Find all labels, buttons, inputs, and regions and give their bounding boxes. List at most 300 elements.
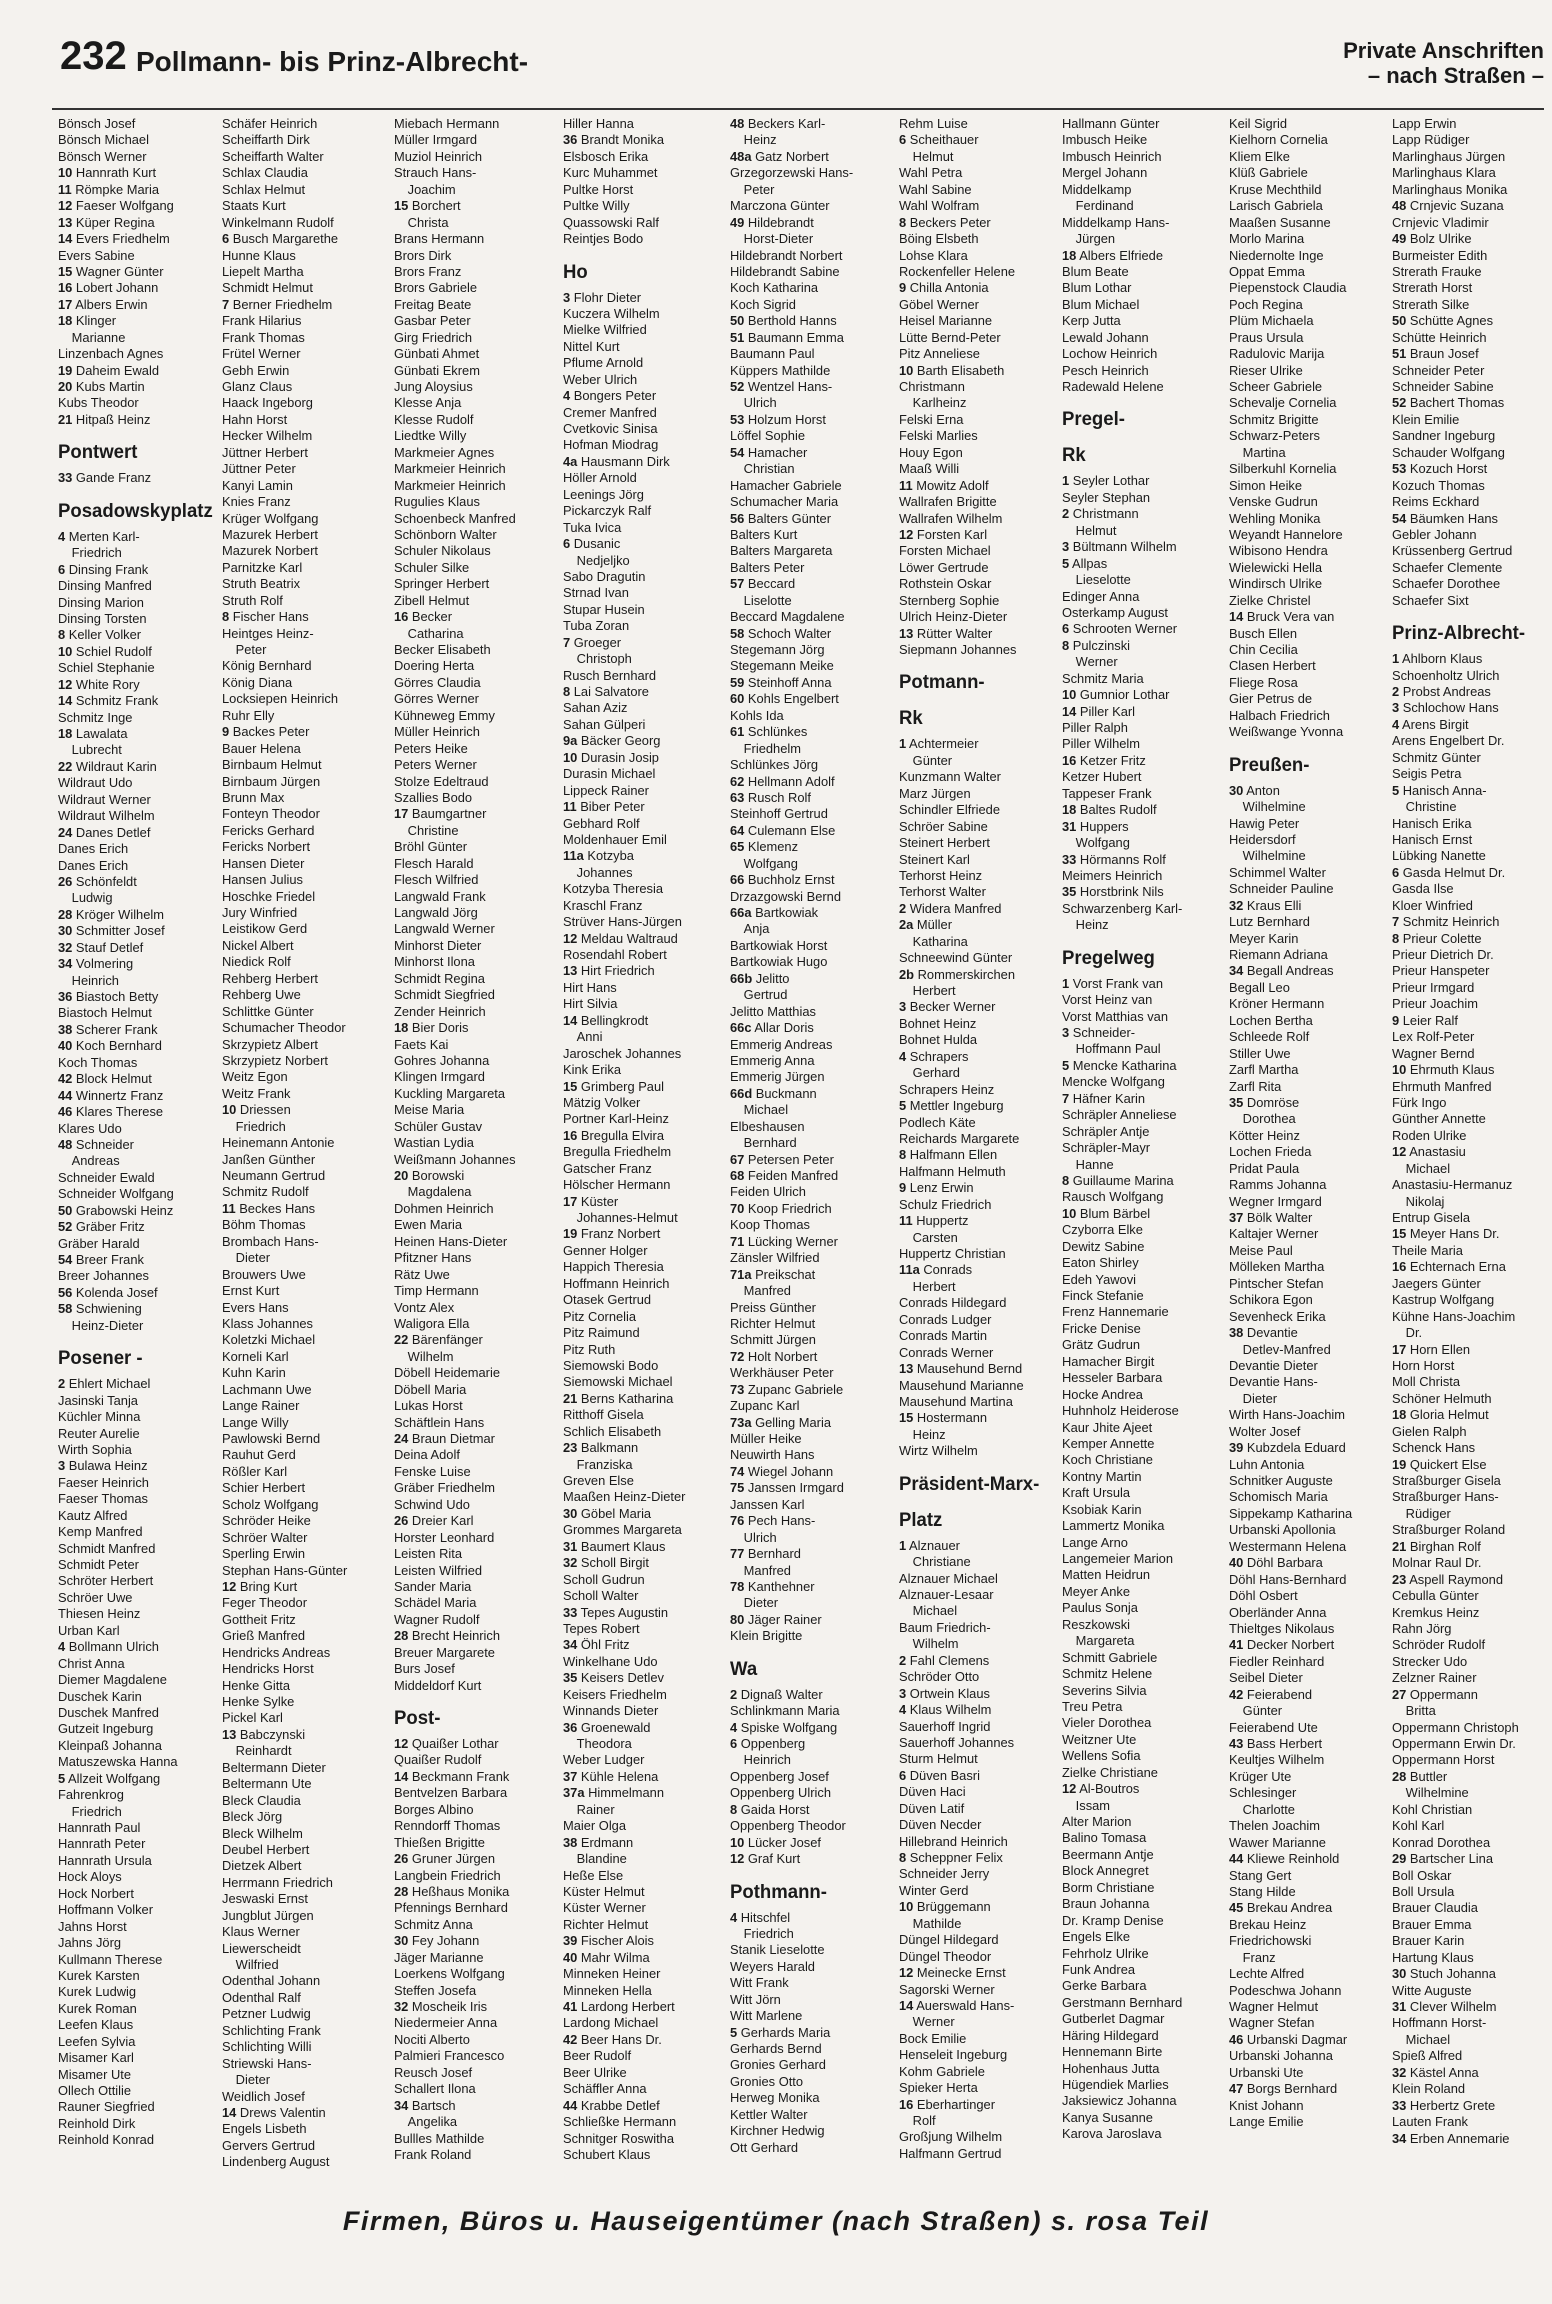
directory-entry: Ketzer Hubert: [1062, 769, 1142, 785]
directory-entry: Schrapers Heinz: [899, 1081, 995, 1097]
entry-continuation: Dieter: [235, 2072, 271, 2088]
directory-entry: Zarfl Rita: [1229, 1078, 1282, 1094]
entry-continuation: Michael: [1405, 2031, 1451, 2047]
directory-entry: Heße Else: [563, 1867, 624, 1883]
entry-continuation: Werner: [912, 2014, 955, 2030]
house-number: 66b: [730, 970, 753, 986]
street-heading: Post-: [394, 1708, 441, 1729]
directory-entry: 21 Birghan Rolf: [1392, 1538, 1481, 1554]
directory-entry: 18 Albers Elfriede: [1062, 247, 1163, 263]
directory-entry: Schleede Rolf: [1229, 1029, 1310, 1045]
directory-entry: Oppenberg Theodor: [730, 1818, 846, 1834]
directory-entry: Ehrmuth Manfred: [1392, 1078, 1492, 1094]
directory-entry: 12 Meinecke Ernst: [899, 1965, 1006, 1981]
house-number: 33: [563, 1604, 578, 1620]
entry-continuation: Christine: [407, 822, 459, 838]
house-number: 8: [1062, 1172, 1070, 1188]
directory-entry: Riemann Adriana: [1229, 947, 1328, 962]
directory-entry: Günbati Ahmet: [394, 346, 480, 362]
directory-entry: 2 Probst Andreas: [1392, 684, 1491, 699]
house-number: 10: [563, 749, 578, 765]
house-number: 66d: [730, 1085, 753, 1101]
directory-entry: 15 Grimberg Paul: [563, 1078, 664, 1094]
directory-entry: Conrads Ludger: [899, 1311, 992, 1327]
directory-entry: Christmann: [899, 379, 965, 394]
directory-entry: Schröer Sabine: [899, 818, 988, 834]
directory-entry: Zibell Helmut: [394, 592, 470, 608]
entry-continuation: Katharina: [912, 933, 968, 949]
directory-entry: Rehberg Herbert: [222, 970, 318, 986]
section-title-line1: Private Anschriften: [1343, 38, 1544, 63]
directory-entry: Seyler Stephan: [1062, 489, 1151, 505]
directory-entry: Urbanski Johanna: [1229, 2048, 1333, 2064]
entry-continuation: Peter: [743, 181, 775, 197]
directory-entry: Hohenhaus Jutta: [1062, 2060, 1160, 2076]
directory-entry: Plüm Michaela: [1229, 313, 1314, 329]
directory-entry: 7 Berner Friedhelm: [222, 296, 333, 312]
directory-entry: 16 Echternach Erna: [1392, 1259, 1506, 1275]
directory-entry: Brauer Karin: [1392, 1933, 1465, 1949]
directory-entry: 10 Driessen: [222, 1102, 291, 1118]
directory-entry: Reims Eckhard: [1392, 494, 1480, 510]
directory-entry: Lütte Bernd-Peter: [899, 329, 1001, 345]
house-number: 30: [58, 923, 73, 939]
entry-continuation: Michael: [1405, 1160, 1451, 1176]
directory-entry: Schlichting Frank: [222, 2022, 321, 2038]
directory-entry: Hannrath Peter: [58, 1836, 146, 1852]
directory-entry: 4 Schrapers: [899, 1048, 969, 1064]
directory-entry: Lübking Nanette: [1392, 848, 1486, 864]
directory-entry: Janßen Günther: [222, 1151, 316, 1167]
directory-entry: Zielke Christiane: [1062, 1764, 1158, 1780]
directory-entry: Niedick Rolf: [222, 954, 291, 970]
directory-entry: Skrzypietz Norbert: [222, 1052, 328, 1068]
house-number: 9: [1392, 1012, 1400, 1028]
directory-entry: Jasinski Tanja: [58, 1392, 138, 1408]
directory-entry: 66c Allar Doris: [730, 1020, 814, 1036]
entry-continuation: Helmut: [1075, 522, 1117, 538]
directory-entry: Frütel Werner: [222, 346, 301, 362]
house-number: 34: [1392, 2130, 1407, 2146]
directory-entry: Blum Lothar: [1062, 280, 1132, 296]
directory-entry: Langwald Werner: [394, 921, 495, 937]
directory-entry: Eaton Shirley: [1062, 1255, 1139, 1271]
directory-entry: Hannrath Ursula: [58, 1852, 152, 1868]
directory-entry: Pesch Heinrich: [1062, 362, 1149, 378]
directory-entry: Lange Emilie: [1229, 2114, 1304, 2130]
directory-entry: Conrads Hildegard: [899, 1295, 1007, 1311]
directory-entry: Hofman Miodrag: [563, 437, 659, 453]
directory-entry: Schröder Otto: [899, 1669, 980, 1685]
directory-entry: Müller Heinrich: [394, 724, 480, 740]
house-number: 64: [730, 822, 745, 838]
directory-entry: 14 Bellingkrodt: [563, 1012, 649, 1028]
house-number: 1: [899, 1537, 907, 1553]
directory-entry: Korneli Karl: [222, 1348, 289, 1364]
directory-entry: Rehm Luise: [899, 116, 968, 131]
directory-entry: Sahan Gülperi: [563, 716, 646, 732]
directory-column-3: [394, 116, 566, 2163]
directory-entry: Grommes Margareta: [563, 1522, 682, 1538]
directory-entry: Breuer Margarete: [394, 1644, 495, 1660]
directory-entry: Kloer Winfried: [1392, 897, 1473, 913]
directory-entry: Wildraut Udo: [58, 775, 133, 791]
directory-entry: 29 Bartscher Lina: [1392, 1851, 1493, 1867]
directory-entry: 26 Dreier Karl: [394, 1513, 474, 1529]
directory-entry: Ruhr Elly: [222, 707, 275, 723]
footer-note: Firmen, Büros u. Hauseigentümer (nach Straßen) s. rosa Teil: [342, 2206, 1210, 2236]
directory-entry: Schmitz Maria: [1062, 670, 1144, 686]
directory-entry: 30 Schmitter Josef: [58, 923, 165, 939]
house-number: 24: [58, 824, 73, 840]
directory-entry: 12 Bring Kurt: [222, 1578, 298, 1594]
directory-entry: Brekau Heinz: [1229, 1916, 1307, 1932]
house-number: 19: [563, 1226, 578, 1242]
directory-entry: 50 Schütte Agnes: [1392, 313, 1494, 329]
directory-entry: Hügendiek Marlies: [1062, 2077, 1169, 2092]
directory-entry: Flesch Harald: [394, 855, 474, 871]
house-number: 32: [58, 939, 73, 955]
street-heading: Potmann-: [899, 672, 985, 694]
directory-entry: Brors Franz: [394, 263, 462, 279]
directory-entry: Devantie Dieter: [1229, 1357, 1318, 1373]
directory-entry: Heisel Marianne: [899, 313, 993, 329]
directory-entry: 28 Kröger Wilhelm: [58, 906, 164, 922]
house-number: 30: [1229, 782, 1244, 798]
directory-entry: Steinhoff Gertrud: [730, 806, 828, 822]
directory-entry: 38 Erdmann: [563, 1834, 634, 1850]
directory-entry: Windirsch Ulrike: [1229, 576, 1323, 592]
directory-entry: Jaroschek Johannes: [563, 1045, 682, 1061]
directory-entry: 14 Piller Karl: [1062, 703, 1136, 719]
house-number: 54: [58, 1252, 73, 1267]
directory-entry: Stolze Edeltraud: [394, 773, 489, 789]
directory-entry: Schoenholtz Ulrich: [1392, 667, 1500, 683]
house-number: 21: [58, 411, 73, 427]
directory-entry: Lindenberg August: [222, 2154, 330, 2170]
directory-entry: Leisten Rita: [394, 1546, 463, 1562]
house-number: 52: [58, 1219, 73, 1235]
directory-entry: Schevalje Cornelia: [1229, 395, 1337, 411]
directory-entry: Balters Kurt: [730, 526, 798, 542]
directory-entry: Hirt Hans: [563, 979, 617, 995]
directory-entry: 41 Decker Norbert: [1229, 1637, 1335, 1653]
directory-entry: 18 Lawalata: [58, 726, 128, 741]
directory-entry: Oppermann Christoph: [1392, 1719, 1519, 1735]
directory-entry: Roden Ulrike: [1392, 1127, 1467, 1143]
directory-entry: Schmitz Helene: [1062, 1666, 1153, 1682]
directory-entry: Rothstein Oskar: [899, 576, 992, 592]
directory-entry: Beccard Magdalene: [730, 609, 845, 625]
directory-entry: Schallert Ilona: [394, 2081, 476, 2097]
directory-entry: Müller Heike: [730, 1431, 802, 1446]
directory-entry: Jäger Marianne: [394, 1949, 484, 1965]
directory-entry: Huhnholz Heiderose: [1062, 1403, 1179, 1419]
house-number: 56: [58, 1284, 73, 1300]
directory-entry: Schräpler Antje: [1062, 1123, 1150, 1139]
entry-continuation: Jürgen: [1075, 231, 1116, 247]
house-number: 15: [58, 263, 73, 279]
directory-entry: Kurek Roman: [58, 2000, 137, 2016]
directory-entry: Urbanski Apollonia: [1229, 1522, 1336, 1538]
house-number: 61: [730, 724, 745, 740]
directory-entry: Schmidt Siegfried: [394, 987, 495, 1003]
directory-entry: 41 Lardong Herbert: [563, 1999, 675, 2014]
house-number: 67: [730, 1151, 745, 1167]
directory-entry: Henke Gitta: [222, 1677, 291, 1693]
directory-entry: Feierabend Ute: [1229, 1719, 1318, 1735]
directory-entry: Ollech Ottilie: [58, 2083, 132, 2098]
directory-entry: Pfitzner Hans: [394, 1250, 472, 1266]
directory-entry: Beltermann Ute: [222, 1776, 312, 1792]
house-number: 76: [730, 1513, 745, 1529]
house-number: 4: [899, 1702, 907, 1718]
directory-entry: Terhorst Heinz: [899, 867, 983, 883]
directory-entry: Poch Regina: [1229, 296, 1303, 312]
directory-entry: Lapp Rüdiger: [1392, 132, 1470, 148]
directory-entry: Minhorst Dieter: [394, 937, 482, 953]
directory-entry: Hoschke Friedel: [222, 888, 316, 904]
directory-entry: 8 Guillaume Marina: [1062, 1172, 1174, 1188]
directory-entry: Ott Gerhard: [730, 2139, 799, 2155]
house-number: 54: [730, 444, 745, 460]
directory-entry: Lukas Horst: [394, 1398, 463, 1414]
directory-entry: Kaur Jhite Ajeet: [1062, 1419, 1153, 1435]
directory-entry: Hunne Klaus: [222, 247, 296, 263]
directory-entry: Hölscher Hermann: [563, 1177, 671, 1193]
house-number: 4: [58, 528, 66, 544]
directory-entry: Frenz Hannemarie: [1062, 1304, 1169, 1320]
house-number: 49: [1392, 231, 1407, 247]
directory-entry: Gronies Otto: [730, 2073, 804, 2089]
house-number: 23: [563, 1440, 578, 1456]
directory-entry: Schuler Nikolaus: [394, 543, 491, 559]
directory-entry: Bauer Helena: [222, 740, 301, 756]
directory-entry: Alter Marion: [1062, 1814, 1132, 1829]
house-number: 16: [899, 2096, 914, 2112]
directory-entry: 23 Balkmann: [563, 1440, 639, 1456]
directory-entry: 11a Kotzyba: [563, 848, 634, 864]
house-number: 34: [1229, 963, 1244, 979]
directory-entry: 2 Dignaß Walter: [730, 1686, 823, 1702]
directory-entry: Kubs Theodor: [58, 395, 139, 411]
directory-entry: Kink Erika: [563, 1062, 622, 1078]
directory-entry: Schneewind Günter: [899, 950, 1013, 966]
house-number: 8: [899, 214, 907, 230]
directory-entry: Loerkens Wolfgang: [394, 1966, 505, 1982]
directory-entry: Burs Josef: [394, 1661, 455, 1677]
directory-entry: Skrzypietz Albert: [222, 1036, 318, 1052]
directory-entry: Bohnet Heinz: [899, 1015, 977, 1031]
directory-entry: 24 Danes Detlef: [58, 824, 151, 840]
street-heading: Platz: [899, 1509, 943, 1531]
directory-entry: Brors Gabriele: [394, 280, 478, 296]
directory-entry: Leefen Klaus: [58, 2017, 134, 2033]
directory-entry: Mergel Johann: [1062, 165, 1148, 181]
directory-entry: Pawlowski Bernd: [222, 1431, 321, 1446]
directory-entry: Osterkamp August: [1062, 604, 1168, 620]
directory-entry: 23 Aspell Raymond: [1392, 1571, 1504, 1587]
directory-entry: Preiss Günther: [730, 1299, 816, 1315]
entry-continuation: Christoph: [576, 651, 632, 667]
directory-entry: 53 Holzum Horst: [730, 411, 826, 427]
directory-entry: Düven Haci: [899, 1784, 966, 1800]
entry-continuation: Bernhard: [743, 1135, 797, 1151]
directory-entry: 50 Berthold Hanns: [730, 313, 837, 329]
house-number: 21: [563, 1390, 578, 1406]
directory-entry: Fonteyn Theodor: [222, 806, 320, 822]
directory-entry: 8 Fischer Hans: [222, 609, 309, 625]
directory-entry: Mausehund Martina: [899, 1393, 1013, 1409]
house-number: 14: [58, 693, 73, 709]
directory-entry: Spieker Herta: [899, 2080, 978, 2096]
house-number: 78: [730, 1578, 745, 1594]
directory-entry: Brors Dirk: [394, 247, 452, 263]
directory-entry: Kleinpaß Johanna: [58, 1737, 162, 1753]
directory-entry: 17 Horn Ellen: [1392, 1341, 1471, 1357]
directory-entry: 30 Fey Johann: [394, 1933, 480, 1949]
directory-entry: Imbusch Heinrich: [1062, 148, 1162, 164]
directory-entry: 8 Scheppner Felix: [899, 1850, 1003, 1865]
directory-entry: Hamacher Gabriele: [730, 477, 842, 493]
directory-entry: Kuczera Wilhelm: [563, 305, 660, 321]
house-number: 15: [899, 1410, 914, 1426]
house-number: 44: [1229, 1851, 1244, 1867]
entry-continuation: Dieter: [235, 1250, 271, 1266]
directory-entry: Mielke Wilfried: [563, 322, 647, 338]
directory-entry: Schlax Helmut: [222, 181, 306, 197]
directory-entry: Scholz Wolfgang: [222, 1496, 319, 1512]
directory-entry: Linzenbach Agnes: [58, 346, 164, 362]
directory-entry: Bleck Jörg: [222, 1809, 283, 1825]
house-number: 12: [1062, 1781, 1077, 1797]
directory-entry: Kurek Karsten: [58, 1967, 140, 1983]
house-number: 7: [563, 634, 571, 650]
directory-entry: 6 Oppenberg: [730, 1736, 806, 1751]
directory-entry: Heintges Heinz-: [222, 625, 314, 641]
directory-entry: Gerstmann Bernhard: [1062, 1994, 1183, 2010]
directory-entry: Vontz Alex: [394, 1299, 455, 1315]
directory-entry: 73 Zupanc Gabriele: [730, 1381, 844, 1397]
directory-entry: 36 Biastoch Betty: [58, 989, 159, 1004]
directory-column-8: [1229, 116, 1401, 2131]
directory-entry: Schneider Ewald: [58, 1169, 155, 1185]
house-number: 16: [1062, 752, 1077, 768]
directory-entry: 6 Dinsing Frank: [58, 561, 149, 577]
directory-entry: Lochen Bertha: [1229, 1012, 1313, 1028]
directory-entry: Pridat Paula: [1229, 1160, 1300, 1176]
house-number: 58: [730, 625, 745, 641]
directory-entry: Felski Erna: [899, 411, 964, 427]
directory-entry: Anastasiu-Hermanuz: [1392, 1177, 1513, 1193]
directory-entry: Knies Franz: [222, 494, 291, 510]
entry-continuation: Gerhard: [912, 1065, 960, 1081]
directory-entry: Pultke Willy: [563, 198, 630, 214]
directory-entry: 40 Döhl Barbara: [1229, 1555, 1323, 1571]
directory-entry: 32 Kraus Elli: [1229, 897, 1302, 913]
directory-entry: Bönsch Josef: [58, 116, 136, 131]
directory-entry: Miebach Hermann: [394, 116, 500, 131]
house-number: 8: [1062, 637, 1070, 653]
directory-entry: Kliem Elke: [1229, 148, 1290, 164]
directory-entry: Witt Jörn: [730, 1991, 781, 2007]
directory-entry: Mölleken Martha: [1229, 1259, 1325, 1275]
directory-entry: Westermann Helena: [1229, 1538, 1347, 1554]
directory-entry: Misamer Ute: [58, 2066, 132, 2082]
directory-entry: 77 Bernhard: [730, 1546, 801, 1562]
house-number: 35: [1062, 884, 1077, 900]
house-number: 8: [222, 609, 230, 625]
directory-entry: Scheer Gabriele: [1229, 379, 1323, 394]
directory-entry: 10 Durasin Josip: [563, 749, 659, 765]
directory-entry: Bleck Wilhelm: [222, 1825, 303, 1841]
directory-entry: Brouwers Uwe: [222, 1266, 306, 1282]
directory-entry: 17 Küster: [563, 1193, 619, 1209]
entry-continuation: Johannes: [576, 864, 633, 880]
directory-entry: Fürk Ingo: [1392, 1094, 1447, 1110]
directory-entry: 56 Balters Günter: [730, 510, 831, 526]
directory-entry: Dewitz Sabine: [1062, 1238, 1145, 1254]
house-number: 16: [394, 609, 409, 625]
directory-entry: Renndorff Thomas: [394, 1818, 501, 1834]
directory-entry: Frank Hilarius: [222, 313, 302, 329]
directory-entry: Staats Kurt: [222, 198, 286, 214]
directory-entry: 20 Borowski: [394, 1168, 465, 1183]
directory-entry: Lachmann Uwe: [222, 1381, 312, 1397]
directory-entry: Bröhl Günter: [394, 839, 468, 855]
house-number: 44: [58, 1087, 73, 1103]
entry-continuation: Reinhardt: [235, 1743, 292, 1759]
directory-entry: Jury Winfried: [222, 905, 298, 920]
directory-entry: Sahan Aziz: [563, 700, 628, 716]
house-number: 45: [1229, 1900, 1244, 1916]
directory-entry: Rehberg Uwe: [222, 987, 301, 1003]
directory-entry: Greven Else: [563, 1473, 634, 1488]
directory-entry: 1 Achtermeier: [899, 736, 979, 752]
directory-entry: Böhm Thomas: [222, 1217, 306, 1233]
directory-entry: Witt Marlene: [730, 2008, 803, 2024]
directory-entry: Jahns Jörg: [58, 1935, 122, 1951]
house-number: 30: [563, 1505, 578, 1521]
directory-entry: Podlech Käte: [899, 1114, 976, 1130]
house-number: 5: [1392, 782, 1400, 798]
directory-entry: Urban Karl: [58, 1622, 120, 1638]
directory-entry: Dinsing Marion: [58, 594, 144, 610]
entry-continuation: Friedrich: [235, 1118, 286, 1134]
directory-entry: Thießen Brigitte: [394, 1834, 485, 1850]
entry-continuation: Andreas: [71, 1153, 120, 1169]
directory-entry: Thiesen Heinz: [58, 1606, 141, 1622]
directory-entry: Grieß Manfred: [222, 1628, 306, 1644]
entry-continuation: Karlheinz: [912, 395, 967, 411]
entry-continuation: Rüdiger: [1405, 1505, 1451, 1521]
house-number: 28: [394, 1883, 409, 1899]
directory-entry: Wehling Monika: [1229, 510, 1321, 526]
house-number: 10: [1392, 1062, 1407, 1078]
house-number: 8: [899, 1850, 907, 1865]
directory-entry: 40 Mahr Wilma: [563, 1949, 650, 1965]
house-number: 28: [1392, 1768, 1407, 1784]
directory-entry: Schulz Friedrich: [899, 1196, 992, 1212]
house-number: 17: [58, 296, 73, 312]
entry-continuation: Liselotte: [743, 592, 792, 608]
directory-entry: Straßburger Roland: [1392, 1522, 1506, 1538]
directory-entry: Bock Emilie: [899, 2030, 967, 2046]
house-number: 34: [394, 2097, 409, 2113]
entry-continuation: Heinrich: [71, 972, 119, 988]
house-number: 48: [58, 1136, 73, 1152]
house-number: 6: [1392, 864, 1400, 880]
